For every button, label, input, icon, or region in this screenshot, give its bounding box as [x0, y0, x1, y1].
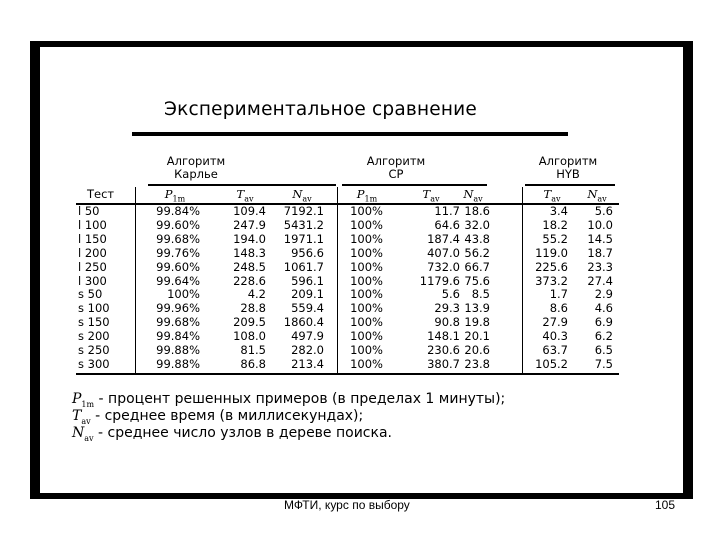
table-cell: 100%	[350, 245, 383, 260]
table-cell: 497.9	[291, 329, 324, 344]
table-cell: 187.4	[427, 231, 460, 246]
table-cell: 194.0	[233, 231, 266, 246]
column-header-p: $P_{1m}$	[164, 187, 186, 204]
table-cell: 559.4	[291, 301, 324, 316]
table-cell: 8.6	[549, 301, 568, 316]
table-cell: 105.2	[535, 356, 568, 371]
table-cell: 27.9	[542, 315, 568, 330]
table-cell: 5.6	[594, 204, 613, 218]
slide-title: Экспериментальное сравнение	[164, 99, 477, 120]
group-underline	[342, 184, 487, 186]
algorithm-group-label: Алгоритм	[538, 154, 598, 168]
table-cell: 29.3	[434, 301, 460, 316]
table-cell: 11.7	[434, 204, 460, 218]
column-header-t: $T_{av}$	[236, 187, 254, 204]
algorithm-group-name: HYB	[556, 167, 580, 181]
table-cell: 282.0	[291, 343, 324, 357]
algorithm-group-header	[508, 155, 628, 181]
table-cell: 1061.7	[283, 259, 324, 274]
table-cell: 6.9	[594, 315, 613, 330]
table-cell: 1860.4	[283, 315, 324, 330]
footer-course: МФТИ, курс по выбору	[284, 498, 410, 512]
table-cell: 148.3	[233, 245, 266, 260]
table-cell: 109.4	[233, 204, 266, 218]
table-cell: 23.8	[464, 356, 490, 371]
table-cell: 380.7	[427, 356, 460, 371]
table-cell: 18.2	[542, 217, 568, 232]
table-cell: 596.1	[291, 273, 324, 288]
group-underline	[525, 184, 615, 186]
table-cell: 99.68%	[156, 315, 200, 330]
table-cell: 99.84%	[156, 329, 200, 344]
table-cell: 18.7	[587, 245, 613, 260]
legend-line	[72, 408, 363, 426]
table-cell: 40.3	[542, 329, 568, 344]
table-cell: 228.6	[233, 273, 266, 288]
table-cell: 209.1	[291, 287, 324, 302]
legend-symbol: $P_{1m}$	[72, 391, 95, 409]
table-cell: 63.7	[542, 343, 568, 357]
table-cell: 213.4	[291, 356, 324, 371]
title-underline	[132, 132, 568, 136]
table-cell: 100%	[350, 315, 383, 330]
table-cell: 27.4	[587, 273, 613, 288]
table-cell: 5.6	[441, 287, 460, 302]
table-cell: 43.8	[464, 231, 490, 246]
table-cell: 732.0	[427, 259, 460, 274]
algorithm-group-label: Алгоритм	[366, 154, 426, 168]
table-cell: 32.0	[464, 217, 490, 232]
table-cell-test: l 100	[78, 217, 107, 232]
table-cell: 23.3	[587, 259, 613, 274]
table-cell: 225.6	[535, 259, 568, 274]
table-cell: 56.2	[464, 245, 490, 260]
table-cell: 100%	[350, 287, 383, 302]
table-cell: 99.96%	[156, 301, 200, 316]
table-cell: 3.4	[549, 204, 568, 218]
table-cell: 99.88%	[156, 356, 200, 371]
algorithm-group-label: Алгоритм	[166, 154, 226, 168]
table-cell: 100%	[350, 329, 383, 344]
table-cell: 100%	[350, 231, 383, 246]
table-bottom-rule	[76, 373, 619, 375]
table-cell: 66.7	[464, 259, 490, 274]
algorithm-group-name: CP	[388, 167, 404, 181]
legend-line	[72, 425, 392, 443]
table-cell-test: l 200	[78, 245, 107, 260]
column-header-p: $P_{1m}$	[356, 187, 378, 204]
table-cell-test: l 250	[78, 259, 107, 274]
table-cell: 7.5	[594, 356, 613, 371]
table-cell: 6.5	[594, 343, 613, 357]
table-cell: 5431.2	[283, 217, 324, 232]
table-cell: 2.9	[594, 287, 613, 302]
table-cell: 7192.1	[283, 204, 324, 218]
table-cell: 8.5	[471, 287, 490, 302]
table-cell: 209.5	[233, 315, 266, 330]
table-cell: 99.60%	[156, 259, 200, 274]
table-cell-test: s 200	[78, 329, 110, 344]
legend-line	[72, 391, 505, 409]
table-cell: 119.0	[535, 245, 568, 260]
table-cell: 19.8	[464, 315, 490, 330]
table-cell: 4.2	[247, 287, 266, 302]
table-cell: 4.6	[594, 301, 613, 316]
table-cell: 6.2	[594, 329, 613, 344]
table-cell: 99.84%	[156, 204, 200, 218]
table-cell: 28.8	[240, 301, 266, 316]
table-cell: 100%	[350, 301, 383, 316]
table-cell-test: s 100	[78, 301, 110, 316]
algorithm-group-name: Карлье	[174, 167, 218, 181]
table-cell: 75.6	[464, 273, 490, 288]
legend-text: - среднее время (в миллисекундах);	[90, 408, 364, 424]
table-cell: 90.8	[434, 315, 460, 330]
table-cell: 99.76%	[156, 245, 200, 260]
table-cell: 100%	[167, 287, 200, 302]
column-header-n: $N_{av}$	[292, 187, 312, 204]
table-cell-test: l 50	[78, 204, 100, 218]
footer-page-number: 105	[655, 498, 676, 512]
column-header-n: $N_{av}$	[463, 187, 483, 204]
legend-text: - процент решенных примеров (в пределах 1 минуты);	[94, 391, 506, 407]
table-cell: 956.6	[291, 245, 324, 260]
table-cell: 18.6	[464, 204, 490, 218]
table-cell: 108.0	[233, 329, 266, 344]
table-cell: 230.6	[427, 343, 460, 357]
table-cell: 100%	[350, 259, 383, 274]
table-cell-test: l 300	[78, 273, 107, 288]
algorithm-group-header	[136, 155, 256, 181]
table-cell: 247.9	[233, 217, 266, 232]
legend-symbol: $N_{av}$	[72, 425, 94, 443]
table-cell: 10.0	[587, 217, 613, 232]
column-header-t: $T_{av}$	[422, 187, 440, 204]
table-cell-test: s 250	[78, 343, 110, 357]
table-cell: 99.60%	[156, 217, 200, 232]
table-cell: 55.2	[542, 231, 568, 246]
table-cell: 373.2	[535, 273, 568, 288]
legend-text: - среднее число узлов в дереве поиска.	[93, 425, 392, 441]
table-cell: 100%	[350, 356, 383, 371]
algorithm-group-header	[336, 155, 456, 181]
table-cell: 407.0	[427, 245, 460, 260]
table-cell: 14.5	[587, 231, 613, 246]
table-cell: 20.6	[464, 343, 490, 357]
table-cell: 20.1	[464, 329, 490, 344]
column-header-n: $N_{av}$	[587, 187, 607, 204]
table-cell: 100%	[350, 343, 383, 357]
table-cell: 13.9	[464, 301, 490, 316]
table-cell: 1.7	[549, 287, 568, 302]
column-header-t: $T_{av}$	[543, 187, 561, 204]
table-cell: 100%	[350, 273, 383, 288]
table-cell: 248.5	[233, 259, 266, 274]
table-cell-test: s 50	[78, 287, 103, 302]
table-cell: 1179.6	[419, 273, 460, 288]
table-cell: 1971.1	[283, 231, 324, 246]
table-cell-test: l 150	[78, 231, 107, 246]
table-cell: 81.5	[240, 343, 266, 357]
table-cell: 99.88%	[156, 343, 200, 357]
table-cell: 86.8	[240, 356, 266, 371]
table-cell-test: s 300	[78, 356, 110, 371]
table-cell: 148.1	[427, 329, 460, 344]
table-cell: 100%	[350, 217, 383, 232]
slide	[40, 47, 683, 493]
legend-symbol: $T_{av}$	[72, 408, 91, 426]
group-underline	[148, 184, 336, 186]
table-cell-test: s 150	[78, 315, 110, 330]
table-cell: 64.6	[434, 217, 460, 232]
table-cell: 100%	[350, 204, 383, 218]
column-header-test: Тест	[87, 187, 115, 201]
table-cell: 99.68%	[156, 231, 200, 246]
table-cell: 99.64%	[156, 273, 200, 288]
